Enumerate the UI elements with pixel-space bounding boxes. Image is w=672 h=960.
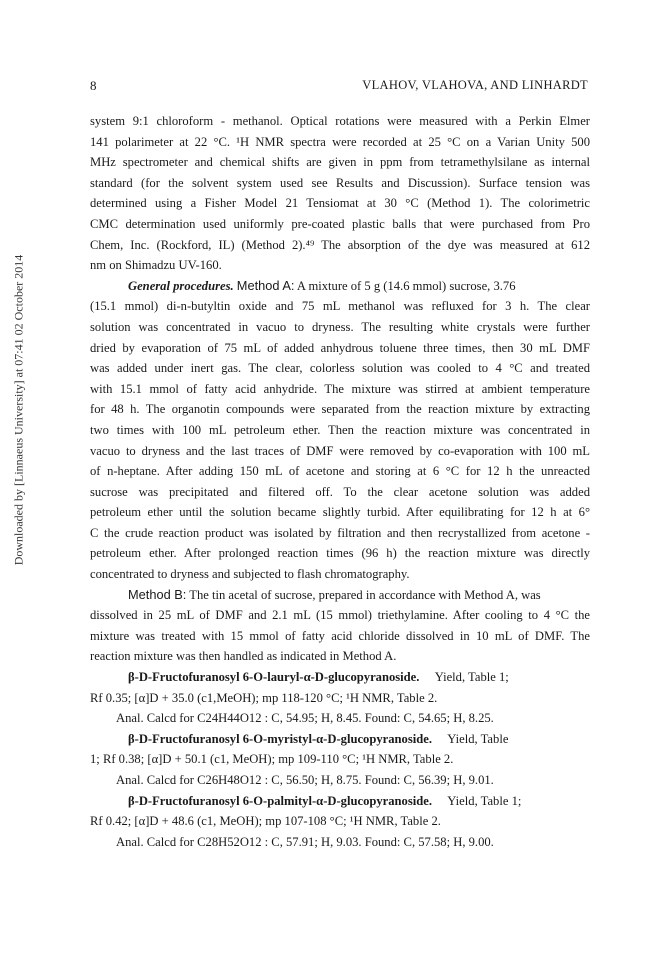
compound-2-title-line xyxy=(90,729,590,750)
download-watermark xyxy=(12,150,26,670)
text-line: The tin acetal of sucrose, prepared in accordance with Method A, was xyxy=(189,587,541,602)
text-line: dissolved in 25 mL of DMF and 2.1 mL (15 mmol) triethylamine. After cooling to 4 °C the xyxy=(90,608,590,623)
text-line: nm on Shimadzu UV-160. xyxy=(90,258,222,273)
text-line: C the crude reaction product was isolated by filtration and then recrystallized from acetone - xyxy=(90,525,590,540)
text-line: 141 polarimeter at 22 °C. ¹H NMR spectra were recorded at 25 °C on a Varian Unity 500 xyxy=(90,134,590,149)
text-line: CMC determination used uniformly pre-coated plastic balls that were purchased from Pro xyxy=(90,216,590,231)
text-line: vacuo to dryness and the last traces of DMF were removed by co-evaporation with 100 mL xyxy=(90,443,590,458)
text-line: of n-heptane. After adding 150 mL of acetone and storing at 6 °C for 12 h the unreacted xyxy=(90,464,590,479)
text-line: sucrose was precipitated and filtered off. To the clear acetone solution was added xyxy=(90,484,590,499)
text-line: standard (for the solvent system used see Results and Discussion). Surface tension was xyxy=(90,175,590,190)
text-line: Chem, Inc. (Rockford, IL) (Method 2).⁴⁹ The absorption of the dye was measured at 612 xyxy=(90,237,590,252)
download-watermark-text: Downloaded by [Linnaeus University] at 07:41 02 October 2014 xyxy=(11,254,26,566)
text-line: petroleum ether. After prolonged reaction times (96 h) the reaction mixture was directly xyxy=(90,546,590,561)
text-line: two times with 100 mL petroleum ether. Then the reaction mixture was concentrated in xyxy=(90,422,590,437)
compound-1-yield: Yield, Table 1; xyxy=(434,670,509,685)
text-line: for 48 h. The organotin compounds were separated from the reaction mixture by extracting xyxy=(90,402,590,417)
compound-2-data: 1; Rf 0.38; [α]D + 50.1 (c1, MeOH); mp 109-110 °C; ¹H NMR, Table 2. xyxy=(90,752,454,767)
text-line: mixture was treated with 15 mmol of fatty acid chloride dissolved in 10 mL of DMF. The xyxy=(90,628,590,643)
compound-3-yield: Yield, Table 1; xyxy=(447,793,522,808)
text-line: (15.1 mmol) di-n-butyltin oxide and 75 mL methanol was refluxed for 3 h. The clear xyxy=(90,299,590,314)
compound-1-analysis: Anal. Calcd for C24H44O12 : C, 54.95; H, 8.45. Found: C, 54.65; H, 8.25. xyxy=(116,711,494,726)
compound-1-name: β-D-Fructofuranosyl 6-O-lauryl-α-D-glucopyranoside. xyxy=(128,670,420,685)
text-line: determined using a Fisher Model 21 Tensiomat at 30 °C (Method 1). The colorimetric xyxy=(90,196,590,211)
text-line: MHz spectrometer and chemical shifts are given in ppm from tetramethylsilane as internal xyxy=(90,155,590,170)
text-line: concentrated to dryness and subjected to flash chromatography. xyxy=(90,567,410,582)
compound-1-title-line xyxy=(90,667,590,688)
text-line: petroleum ether until the solution became slightly turbid. After equilibrating for 12 h at 6° xyxy=(90,505,590,520)
text-line: with 15.1 mmol of fatty acid anhydride. The mixture was stirred at ambient temperature xyxy=(90,381,590,396)
text-line: A mixture of 5 g (14.6 mmol) sucrose, 3.76 xyxy=(296,278,516,293)
page-number: 8 xyxy=(90,78,97,93)
compound-3-data: Rf 0.42; [α]D + 48.6 (c1, MeOH); mp 107-108 °C; ¹H NMR, Table 2. xyxy=(90,814,441,829)
text-line: was added under inert gas. The clear, colorless solution was cooled to 4 °C and treated xyxy=(90,361,590,376)
text-line: solution was concentrated in vacuo to dryness. The resulting white crystals were further xyxy=(90,319,590,334)
method-b-line xyxy=(90,585,590,606)
running-head: VLAHOV, VLAHOVA, AND LINHARDT xyxy=(362,78,588,92)
compound-2-yield: Yield, Table xyxy=(447,731,509,746)
compound-1-data: Rf 0.35; [α]D + 35.0 (c1,MeOH); mp 118-120 °C; ¹H NMR, Table 2. xyxy=(90,690,438,705)
compound-3-analysis: Anal. Calcd for C28H52O12 : C, 57.91; H, 9.03. Found: C, 57.58; H, 9.00. xyxy=(116,834,494,849)
section-heading: General procedures. xyxy=(128,278,234,293)
text-line: dried by evaporation of 75 mL of added anhydrous toluene three times, then 30 mL DMF xyxy=(90,340,590,355)
text-line: reaction mixture was then handled as indicated in Method A. xyxy=(90,649,397,664)
body-text xyxy=(90,111,590,852)
method-b-label: Method B: xyxy=(128,586,187,602)
compound-3-title-line xyxy=(90,791,590,812)
method-a-label: Method A: xyxy=(236,277,295,293)
compound-2-name: β-D-Fructofuranosyl 6-O-myristyl-α-D-glucopyranoside. xyxy=(128,731,432,746)
compound-3-name: β-D-Fructofuranosyl 6-O-palmityl-α-D-glucopyranoside. xyxy=(128,793,432,808)
general-procedures-line xyxy=(90,276,590,297)
text-line: system 9:1 chloroform - methanol. Optical rotations were measured with a Perkin Elmer xyxy=(90,114,590,128)
compound-2-analysis: Anal. Calcd for C26H48O12 : C, 56.50; H, 8.75. Found: C, 56.39; H, 9.01. xyxy=(116,773,494,787)
